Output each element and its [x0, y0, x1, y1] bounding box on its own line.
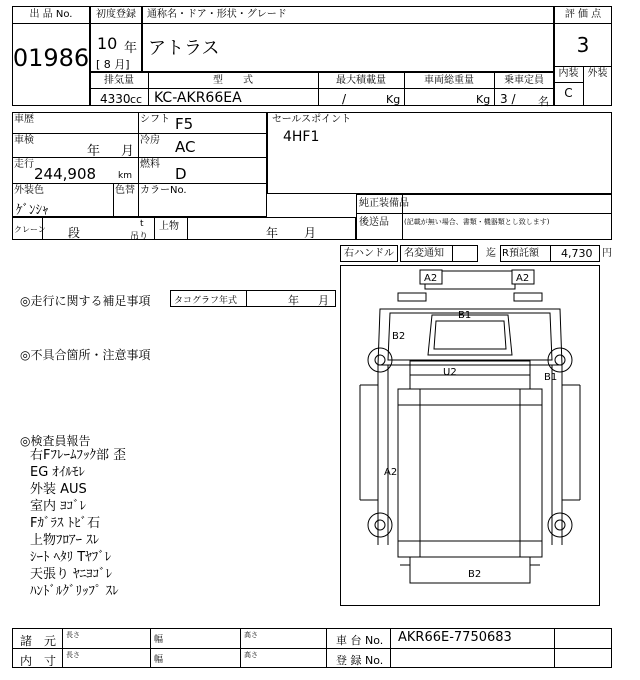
name-change-box	[400, 245, 478, 262]
history-label: 車歴	[14, 114, 34, 125]
tacho-label: タコグラフ年式	[174, 296, 238, 306]
shift-label: シフト	[140, 114, 170, 125]
color-no-label: カラーNo.	[140, 185, 187, 196]
inspector-line: 室内 ﾖｺﾞﾚ	[30, 499, 87, 514]
color-change-label: 色替	[115, 185, 135, 196]
capacity-unit: 名	[538, 95, 549, 108]
capacity-label: 乗車定員	[504, 75, 544, 86]
recycle-value: 4,730	[561, 247, 593, 260]
inspector-lines	[30, 447, 126, 600]
ac-label: 冷房	[140, 135, 160, 146]
inspector-line: EG ｵｲﾙﾓﾚ	[30, 465, 85, 480]
inspection-month-unit: 月	[121, 144, 135, 159]
defects-label: ◎不具合箇所・注意事項	[20, 348, 151, 362]
gross-weight-label: 車両総重量	[424, 75, 474, 86]
chassis-label: 車 台 No.	[336, 634, 384, 647]
first-reg-year-unit: 年	[124, 41, 138, 56]
model-name-value: アトラス	[148, 38, 220, 59]
genuine-label: 純正装備品	[359, 198, 409, 209]
damage-mark-a2-top-right: A2	[516, 273, 530, 284]
height-label: 高さ	[244, 631, 258, 639]
mileage-value: 244,908	[34, 165, 97, 183]
inspection-year-unit: 年	[87, 144, 101, 159]
gross-weight-unit: Kg	[476, 93, 491, 106]
max-load-value: /	[342, 92, 347, 106]
interior-grade-label: 内装	[558, 68, 579, 79]
ext-color-label: 外装色	[14, 185, 44, 196]
model-name-label: 通称名・ドア・形状・グレード	[147, 9, 287, 20]
first-reg-year: 10	[97, 34, 118, 53]
chassis-value: AKR66E-7750683	[398, 630, 512, 645]
shift-value: F5	[175, 115, 194, 133]
body-month-unit: 月	[304, 226, 317, 240]
aftermarket-label: 後送品	[359, 217, 389, 228]
width-label: 幅	[154, 635, 164, 645]
inspection-label: 車検	[14, 135, 34, 146]
tacho-year-unit: 年	[288, 294, 299, 307]
mileage-unit: km	[118, 171, 132, 181]
max-load-label: 最大積載量	[336, 75, 386, 86]
inner-width-label: 幅	[154, 655, 164, 665]
interior-grade-value: C	[564, 86, 573, 100]
inspector-line: ｼｰﾄ ﾍﾀﾘ Tﾔﾌﾞﾚ	[30, 550, 112, 565]
max-load-unit: Kg	[386, 93, 401, 106]
first-reg-label: 初度登録	[96, 9, 136, 20]
inspector-line: 右Fﾌﾚｰﾑﾌｯｸ部 歪	[30, 448, 127, 463]
right-handle-box: 右ハンドル	[340, 245, 398, 262]
crane-hang-label: 吊り	[130, 232, 149, 242]
grade-label: 評 価 点	[564, 9, 602, 20]
inspector-line: ﾊﾝﾄﾞﾙｸﾞﾘｯﾌﾟ ｽﾚ	[30, 584, 119, 599]
sales-point-label: セールスポイント	[272, 114, 352, 125]
name-change-label: 名変通知	[404, 248, 444, 259]
inspector-label: ◎検査員報告	[20, 434, 91, 448]
body-label: 上物	[159, 221, 179, 232]
damage-mark-a2-top-left: A2	[424, 273, 438, 284]
tacho-month-unit: 月	[318, 294, 329, 307]
capacity-value: 3 /	[500, 92, 516, 106]
lot-number: 01986	[12, 44, 90, 72]
displacement-unit: cc	[130, 93, 143, 106]
exterior-grade-label: 外装	[587, 68, 608, 79]
inspector-line: Fｶﾞﾗｽ ﾄﾋﾞ石	[30, 516, 101, 531]
damage-mark-b1-roof: B1	[458, 310, 472, 321]
fuel-value: D	[175, 165, 187, 183]
model-code-value: KC-AKR66EA	[154, 90, 242, 106]
lot-label: 出 品 No.	[29, 9, 73, 20]
displacement-value: 4330	[100, 92, 131, 106]
truck-diagram	[340, 265, 600, 606]
fuel-label: 燃料	[140, 159, 160, 170]
crane-step-label: 段	[68, 226, 81, 240]
mileage-label: 走行	[14, 159, 34, 170]
inner-length-label: 長さ	[66, 651, 80, 659]
damage-mark-b2-rear: B2	[468, 569, 482, 580]
inner-dims-label: 内 寸	[20, 654, 57, 668]
crane-ton-label: t	[140, 219, 144, 229]
deadline-label: 迄	[486, 248, 496, 259]
first-reg-month: [ 8 月]	[96, 58, 130, 71]
crane-label: クレーン	[14, 225, 46, 234]
length-label: 長さ	[66, 631, 80, 639]
recycle-unit: 円	[602, 248, 612, 259]
body-year-unit: 年	[266, 226, 279, 240]
sales-point-value: 4HF1	[283, 129, 320, 145]
damage-mark-a2-side: A2	[384, 467, 398, 478]
damage-mark-b1-right: B1	[544, 372, 558, 383]
inspector-line: 上物ﾌﾛｱｰ ｽﾚ	[30, 533, 100, 548]
displacement-label: 排気量	[104, 75, 134, 86]
running-notes-label: ◎走行に関する補足事項	[20, 294, 151, 308]
reg-label: 登 録 No.	[336, 654, 384, 667]
grade-value: 3	[576, 33, 590, 57]
damage-mark-b2-left: B2	[392, 331, 406, 342]
inner-height-label: 高さ	[244, 651, 258, 659]
recycle-label: R預託額	[502, 248, 539, 259]
inspector-line: 天張り ﾔﾆﾖｺﾞﾚ	[30, 567, 113, 582]
ext-color-value: ｹﾞﾝｼｬ	[16, 203, 49, 218]
damage-mark-u2-interior: U2	[443, 367, 457, 378]
inspector-line: 外装 AUS	[30, 482, 87, 497]
model-code-label: 型 式	[213, 75, 253, 86]
aftermarket-note: (記載が無い場合、書類・機器類とし致します)	[404, 218, 550, 226]
ac-value: AC	[175, 138, 196, 156]
dims-label: 諸 元	[20, 634, 57, 648]
